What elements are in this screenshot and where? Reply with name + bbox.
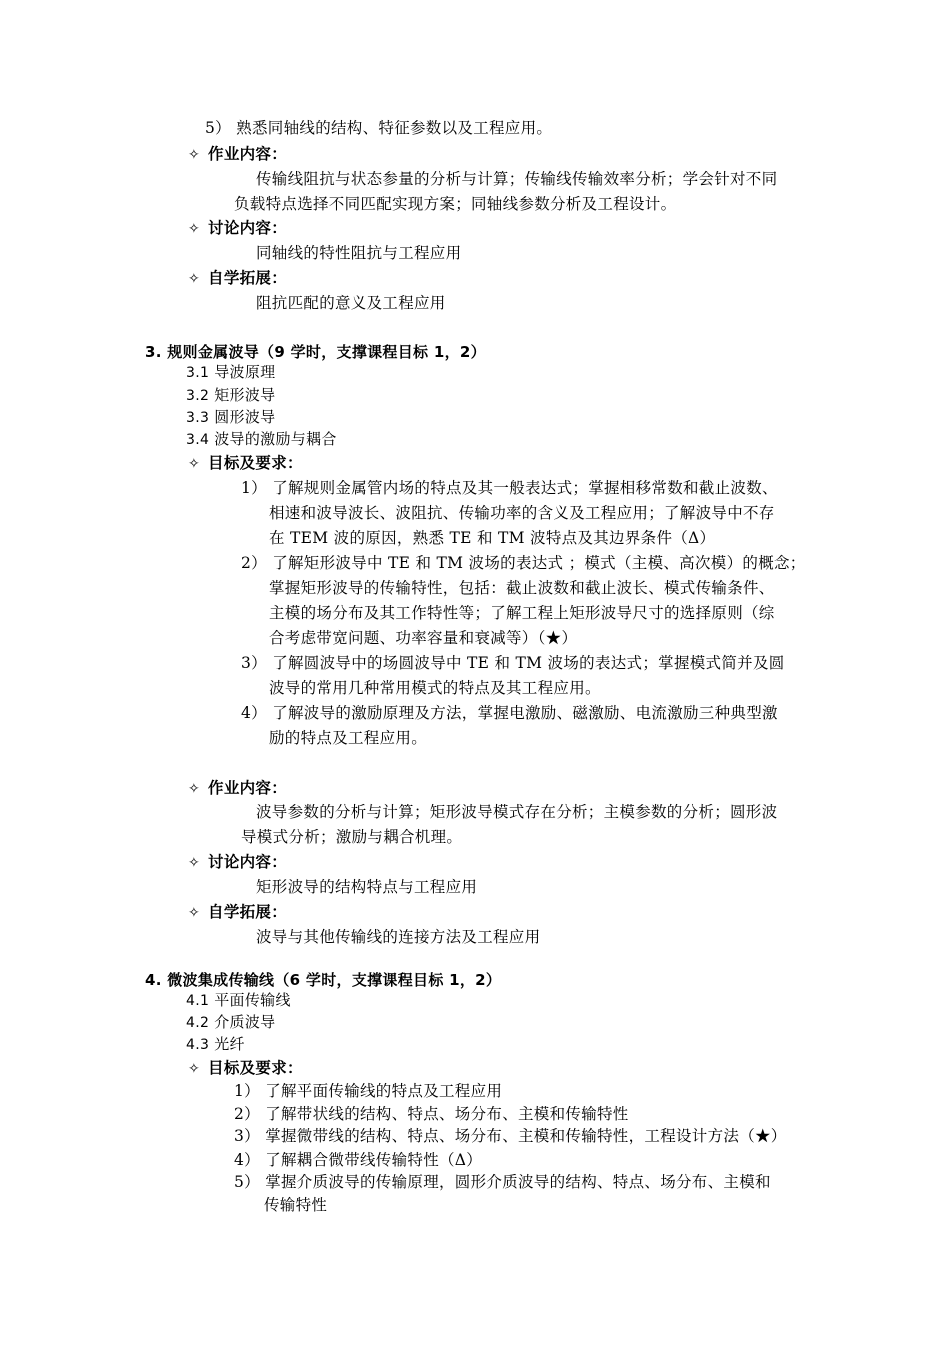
sec4-subsection: 4.3 光纤: [186, 1035, 245, 1053]
sec4-goal-line: 1） 了解平面传输线的特点及工程应用: [234, 1082, 503, 1100]
sec4-goal-line: 2） 了解带状线的结构、特点、场分布、主模和传输特性: [234, 1105, 629, 1123]
sec3-goal-line: 2） 了解矩形波导中 TE 和 TM 波场的表达式 ；模式（主模、高次模）的概念；: [241, 554, 806, 572]
sec2-self-study-text: 阻抗匹配的意义及工程应用: [256, 294, 446, 312]
sec3-goals-heading: ✧ 目标及要求：: [188, 454, 303, 472]
sec4-goals-heading: ✧ 目标及要求：: [188, 1059, 303, 1077]
sec3-subsection: 3.4 波导的激励与耦合: [186, 430, 337, 448]
sec3-goal-line: 4） 了解波导的激励原理及方法，掌握电激励、磁激励、电流激励三种典型激: [241, 704, 778, 722]
sec3-goal-line: 在 TEM 波的原因，熟悉 TE 和 TM 波特点及其边界条件（Δ）: [269, 529, 716, 547]
diamond-bullet-icon: ✧: [188, 905, 201, 921]
diamond-bullet-icon: ✧: [188, 1061, 201, 1077]
sec4-goal-line: 3） 掌握微带线的结构、特点、场分布、主模和传输特性，工程设计方法（★）: [234, 1127, 787, 1145]
sec4-goal-line: 传输特性: [264, 1196, 328, 1214]
sec4-goal-line: 4） 了解耦合微带线传输特性（Δ）: [234, 1151, 483, 1169]
section-4-title: 4. 微波集成传输线（6 学时，支撑课程目标 1，2）: [145, 971, 502, 989]
diamond-bullet-icon: ✧: [188, 271, 201, 287]
sec3-self-study-text: 波导与其他传输线的连接方法及工程应用: [256, 928, 541, 946]
sec3-goal-line: 1） 了解规则金属管内场的特点及其一般表达式；掌握相移常数和截止波数、: [241, 479, 778, 497]
sec3-goal-line: 3） 了解圆波导中的场圆波导中 TE 和 TM 波场的表达式；掌握模式简并及圆: [241, 654, 785, 672]
diamond-bullet-icon: ✧: [188, 456, 201, 472]
sec3-goal-line: 主模的场分布及其工作特性等；了解工程上矩形波导尺寸的选择原则（综: [269, 604, 775, 622]
sec3-goal-line: 相速和波导波长、波阻抗、传输功率的含义及工程应用；了解波导中不存: [269, 504, 775, 522]
sec4-subsection: 4.1 平面传输线: [186, 991, 291, 1009]
sec2-item-5: 5） 熟悉同轴线的结构、特征参数以及工程应用。: [205, 119, 553, 137]
diamond-bullet-icon: ✧: [188, 147, 201, 163]
diamond-bullet-icon: ✧: [188, 781, 201, 797]
sec2-discussion-heading: ✧ 讨论内容：: [188, 219, 288, 237]
sec3-homework-heading: ✧ 作业内容：: [188, 779, 288, 797]
section-3-title: 3. 规则金属波导（9 学时，支撑课程目标 1，2）: [145, 343, 486, 361]
sec3-goal-line: 合考虑带宽问题、功率容量和衰减等）（★）: [269, 629, 578, 647]
sec3-subsection: 3.2 矩形波导: [186, 386, 276, 404]
sec2-homework-line-2: 负载特点选择不同匹配实现方案；同轴线参数分析及工程设计。: [234, 195, 677, 213]
sec3-homework-line-2: 导模式分析；激励与耦合机理。: [241, 828, 463, 846]
sec4-goal-line: 5） 掌握介质波导的传输原理，圆形介质波导的结构、特点、场分布、主模和: [234, 1173, 771, 1191]
sec3-discussion-text: 矩形波导的结构特点与工程应用: [256, 878, 478, 896]
sec3-self-study-heading: ✧ 自学拓展：: [188, 903, 288, 921]
sec3-subsection: 3.3 圆形波导: [186, 408, 276, 426]
sec3-goal-line: 波导的常用几种常用模式的特点及其工程应用。: [269, 679, 601, 697]
sec2-homework-heading: ✧ 作业内容：: [188, 145, 288, 163]
diamond-bullet-icon: ✧: [188, 221, 201, 237]
sec3-subsection: 3.1 导波原理: [186, 363, 276, 381]
sec2-self-study-heading: ✧ 自学拓展：: [188, 269, 288, 287]
sec2-homework-line-1: 传输线阻抗与状态参量的分析与计算；传输线传输效率分析；学会针对不同: [256, 170, 778, 188]
sec3-goal-line: 励的特点及工程应用。: [269, 729, 428, 747]
sec2-discussion-text: 同轴线的特性阻抗与工程应用: [256, 244, 462, 262]
diamond-bullet-icon: ✧: [188, 855, 201, 871]
sec3-homework-line-1: 波导参数的分析与计算；矩形波导模式存在分析；主模参数的分析；圆形波: [256, 803, 778, 821]
sec4-subsection: 4.2 介质波导: [186, 1013, 276, 1031]
sec3-discussion-heading: ✧ 讨论内容：: [188, 853, 288, 871]
sec3-goal-line: 掌握矩形波导的传输特性，包括：截止波数和截止波长、模式传输条件、: [269, 579, 775, 597]
